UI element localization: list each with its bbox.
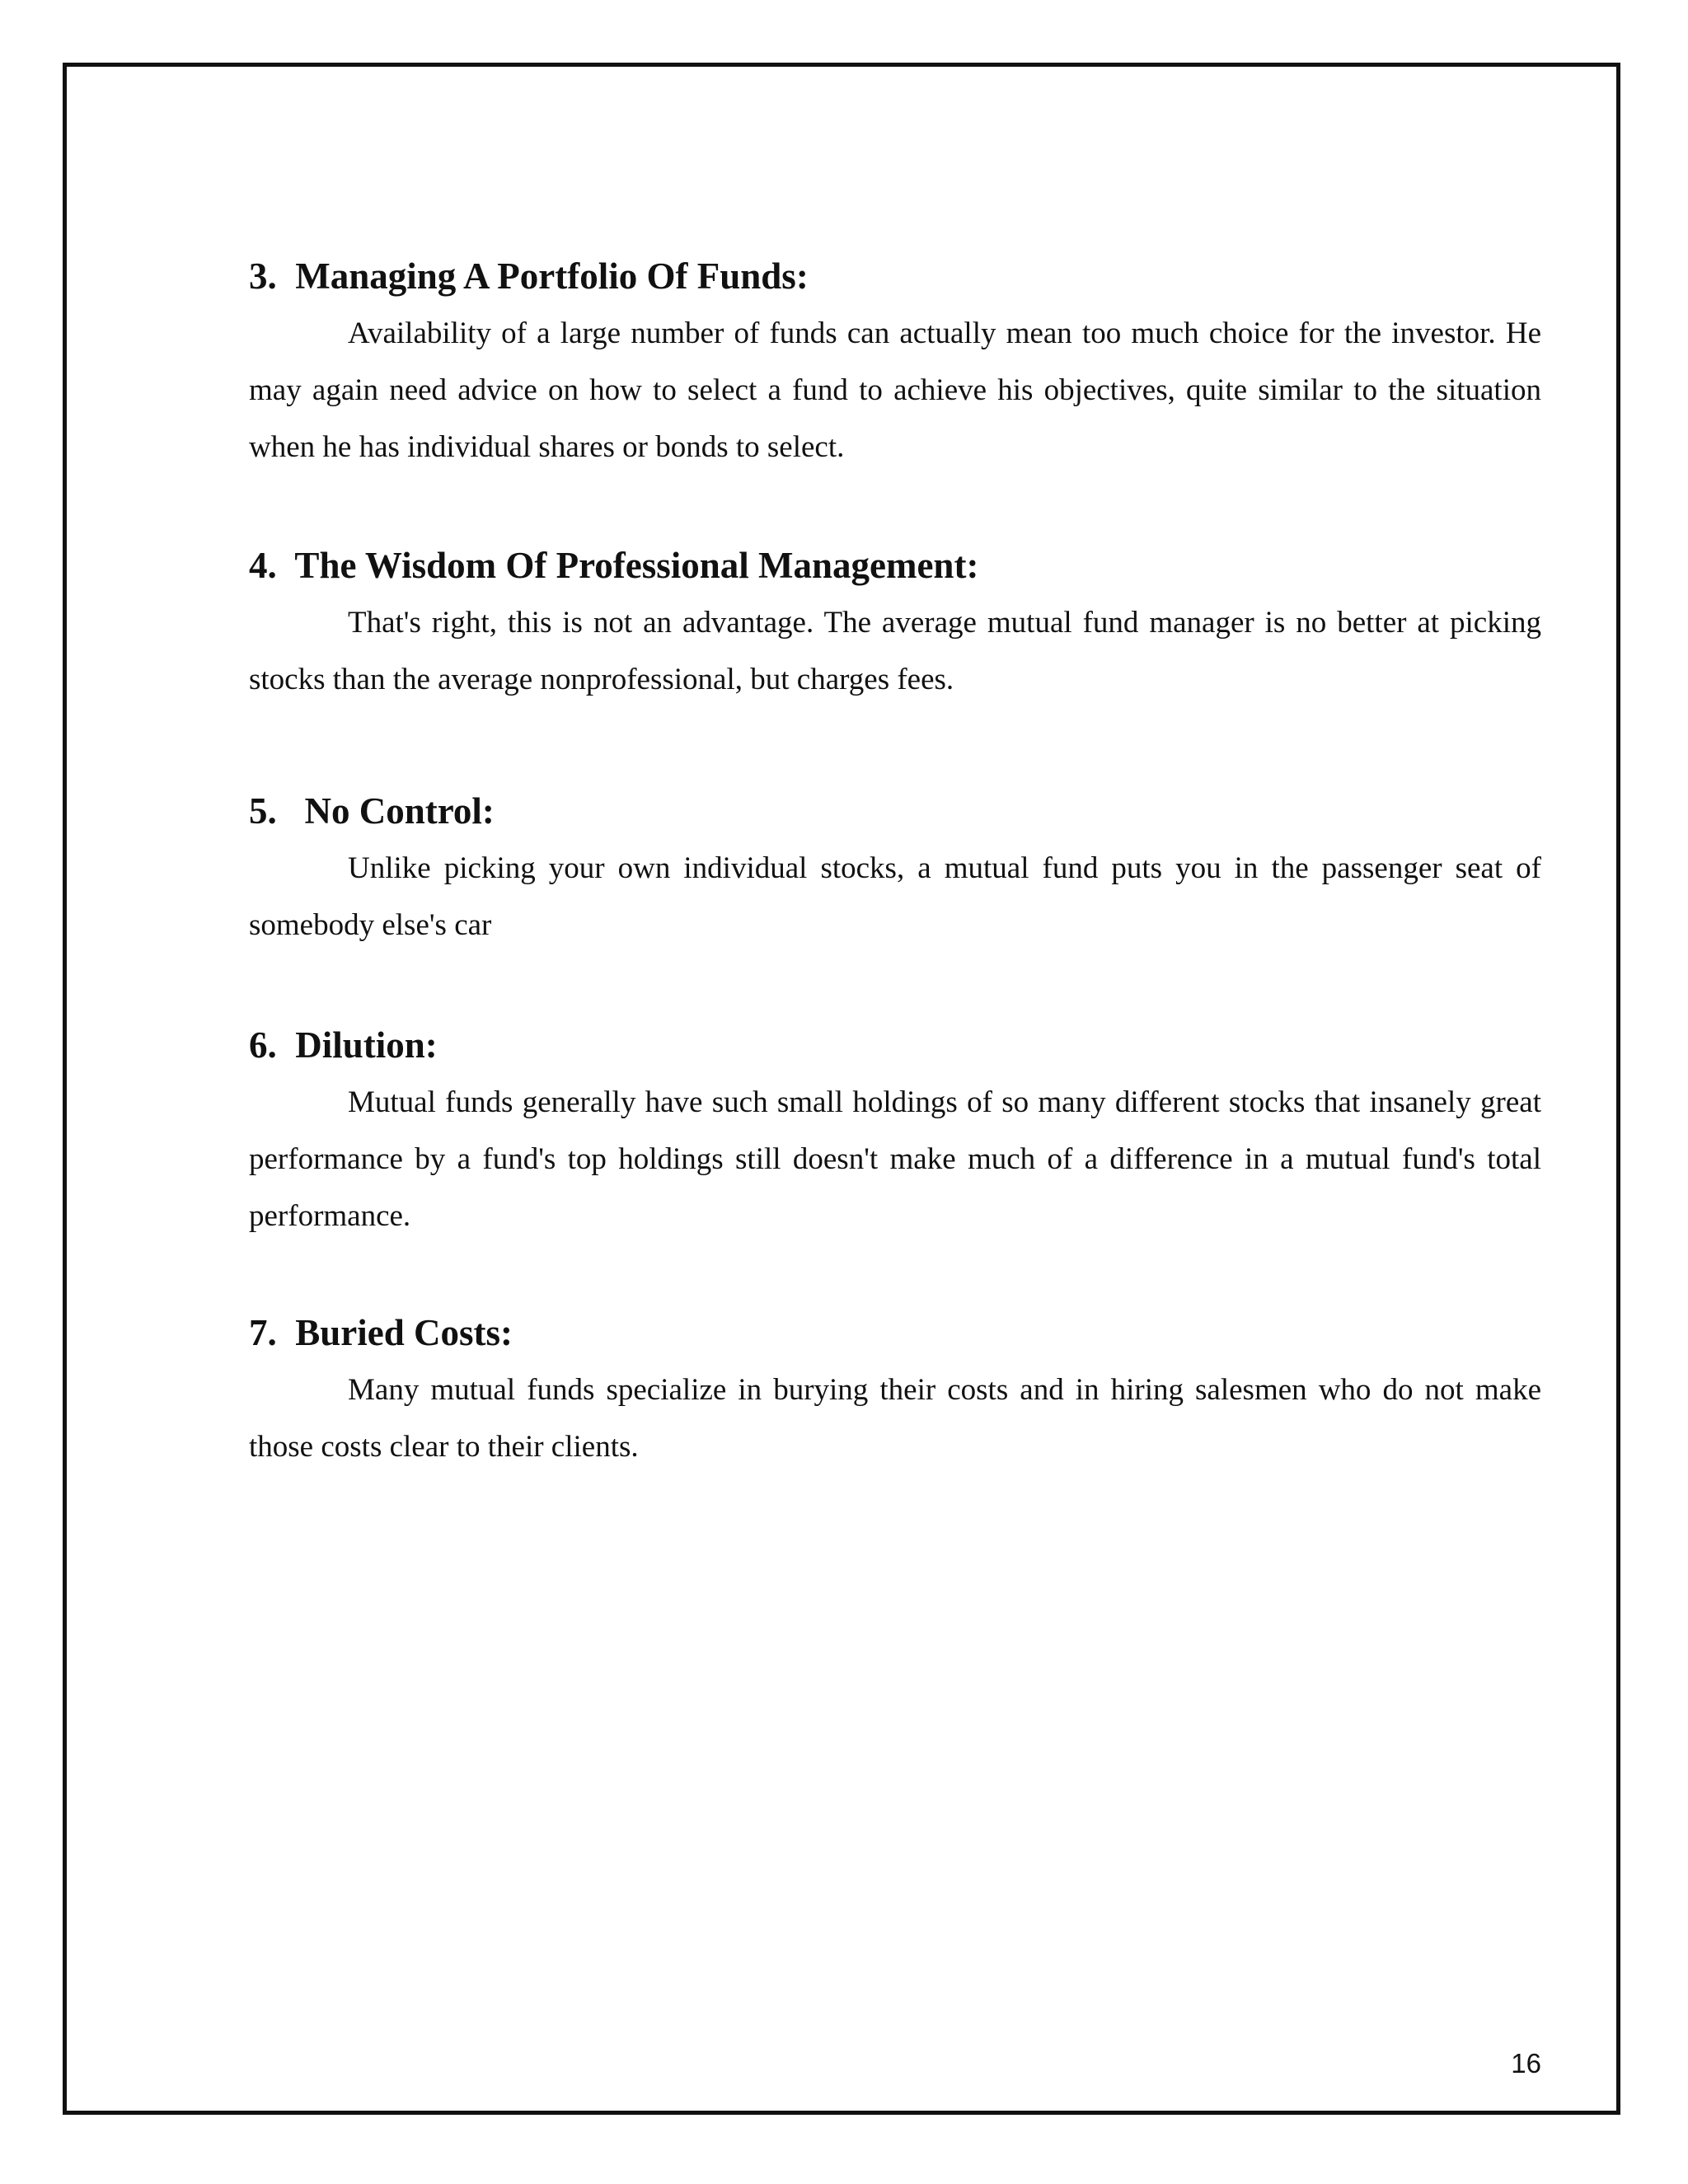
page-number: 16 [1511, 2048, 1541, 2079]
section-no-control [249, 782, 1541, 954]
section-buried-costs [249, 1304, 1541, 1475]
section-body: That's right, this is not an advantage. The average mutual fund manager is no better at picking stocks than the average nonprofessional, but charges fees. [249, 606, 1541, 696]
section-heading: 5. No Control: [249, 790, 495, 832]
section-heading: 6. Dilution: [249, 1024, 438, 1066]
section-body: Availability of a large number of funds can actually mean too much choice for the investor. He may again need advice on how to select a fund to achieve his objectives, quite similar to the situation when he has individual shares or bonds to select. [249, 316, 1541, 464]
section-body: Mutual funds generally have such small holdings of so many different stocks that insanely great performance by a fund's top holdings still doesn't make much of a difference in a mutual fund's total performance. [249, 1085, 1541, 1233]
section-dilution [249, 1016, 1541, 1244]
section-managing-portfolio [249, 247, 1541, 476]
section-body: Many mutual funds specialize in burying their costs and in hiring salesmen who do not make those costs clear to their clients. [249, 1373, 1541, 1464]
page-content [249, 247, 1541, 1475]
section-professional-management [249, 537, 1541, 708]
section-heading: 4. The Wisdom Of Professional Management: [249, 545, 979, 586]
section-heading: 3. Managing A Portfolio Of Funds: [249, 255, 809, 297]
section-body: Unlike picking your own individual stocks, a mutual fund puts you in the passenger seat of somebody else's car [249, 851, 1541, 942]
section-heading: 7. Buried Costs: [249, 1312, 513, 1353]
